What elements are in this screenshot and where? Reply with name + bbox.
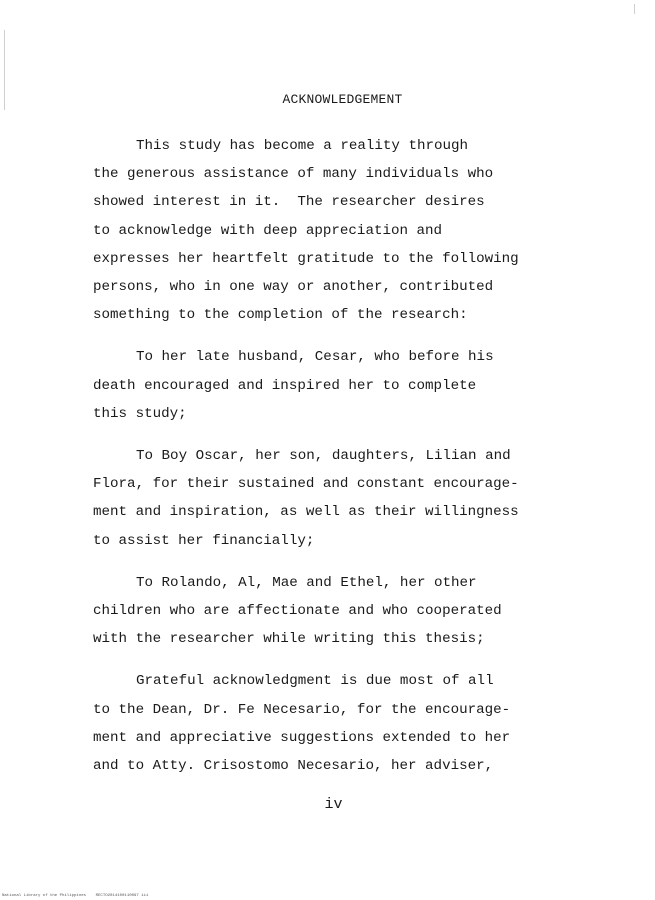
paragraph-husband (93, 343, 543, 428)
text-line: expresses her heartfelt gratitude to the following (93, 250, 519, 267)
text-line: This study has become a reality through (136, 138, 469, 154)
page-number: iv (324, 796, 343, 813)
paragraph-other-children (93, 569, 543, 654)
text-line: ment and appreciative suggestions extended to her (93, 729, 511, 746)
text-line: ment and inspiration, as well as their willingness (93, 504, 519, 521)
body-text (93, 132, 543, 780)
text-line: to assist her financially; (93, 532, 315, 549)
scan-corner-mark (634, 4, 635, 14)
paragraph-dean (93, 667, 543, 780)
text-line: Grateful acknowledgment is due most of all (136, 673, 494, 690)
text-line: something to the completion of the research: (93, 307, 468, 324)
text-line: and to Atty. Crisostomo Necesario, her adviser, (93, 758, 494, 775)
text-line: death encouraged and inspired her to complete (93, 377, 477, 394)
paragraph-son-daughters (93, 442, 543, 555)
page-title: ACKNOWLEDGEMENT (282, 92, 403, 107)
text-line: Flora, for their sustained and constant encourage- (93, 476, 519, 493)
text-line: with the researcher while writing this thesis; (93, 631, 485, 648)
text-line: To her late husband, Cesar, who before his (136, 349, 494, 366)
text-line: To Rolando, Al, Mae and Ethel, her other (136, 574, 477, 591)
scan-footer-text: National Library of the Philippines RECTO2014100110097 iii (2, 894, 149, 898)
text-line: the generous assistance of many individuals who (93, 166, 494, 183)
paragraph-intro (93, 132, 543, 329)
text-line: to the Dean, Dr. Fe Necesario, for the encourage- (93, 701, 511, 718)
text-line: To Boy Oscar, her son, daughters, Lilian and (136, 448, 511, 465)
text-line: this study; (93, 405, 187, 422)
text-line: to acknowledge with deep appreciation and (93, 222, 443, 239)
text-line: showed interest in it. The researcher desires (93, 194, 485, 211)
text-line: persons, who in one way or another, contributed (93, 279, 494, 296)
text-line: children who are affectionate and who cooperated (93, 603, 502, 620)
